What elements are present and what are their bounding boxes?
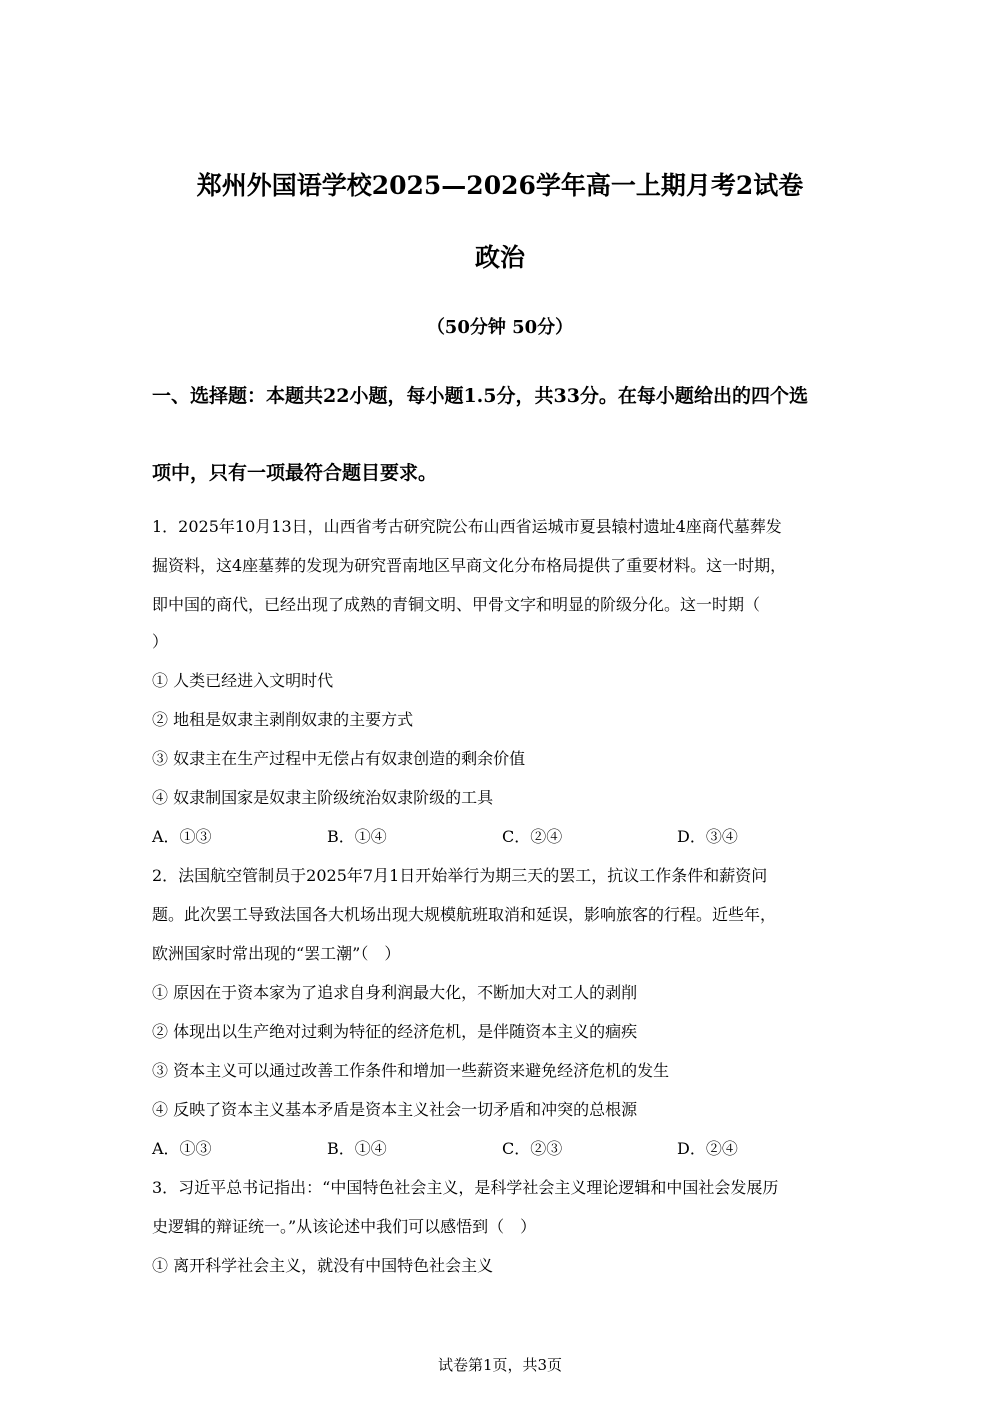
statement: ③ 资本主义可以通过改善工作条件和增加一些薪资来避免经济危机的发生	[152, 1061, 670, 1080]
section-heading-line-1: 一、选择题：本题共22小题，每小题1.5分，共33分。在每小题给出的四个选	[152, 385, 808, 407]
statement: ① 原因在于资本家为了追求自身利润最大化，不断加大对工人的剥削	[152, 983, 638, 1002]
exam-title: 郑州外国语学校2025—2026学年高一上期月考2试卷	[196, 171, 804, 200]
question-1	[152, 514, 852, 863]
statement: ① 离开科学社会主义，就没有中国特色社会主义	[152, 1256, 494, 1275]
option-a: A．①③	[152, 827, 212, 846]
option-b: B．①④	[327, 827, 387, 846]
question-text-line: 史逻辑的辩证统一。”从该论述中我们可以感悟到（ ）	[152, 1217, 537, 1236]
section-heading-line-2: 项中，只有一项最符合题目要求。	[152, 462, 438, 484]
option-c: C．②③	[502, 1139, 563, 1158]
option-d: D．③④	[677, 827, 738, 846]
option-c: C．②④	[502, 827, 563, 846]
question-text-line: 题。此次罢工导致法国各大机场出现大规模航班取消和延误，影响旅客的行程。近些年，	[152, 905, 777, 924]
statement: ③ 奴隶主在生产过程中无偿占有奴隶创造的剩余价值	[152, 749, 526, 768]
question-text-line: 3．习近平总书记指出：“中国特色社会主义，是科学社会主义理论逻辑和中国社会发展历	[152, 1178, 779, 1197]
option-a: A．①③	[152, 1139, 212, 1158]
question-text-line: ）	[152, 632, 169, 651]
option-b: B．①④	[327, 1139, 387, 1158]
exam-subject: 政治	[474, 243, 525, 272]
question-2	[152, 863, 852, 1175]
question-text-line: 欧洲国家时常出现的“罢工潮”（ ）	[152, 944, 401, 963]
question-text-line: 2．法国航空管制员于2025年7月1日开始举行为期三天的罢工，抗议工作条件和薪资问	[152, 866, 768, 885]
statement: ④ 反映了资本主义基本矛盾是资本主义社会一切矛盾和冲突的总根源	[152, 1100, 638, 1119]
exam-time-score: （50分钟 50分）	[426, 317, 574, 338]
page-footer: 试卷第1页，共3页	[437, 1356, 563, 1374]
answer-options	[152, 1136, 852, 1175]
statement: ① 人类已经进入文明时代	[152, 671, 334, 690]
statement: ② 地租是奴隶主剥削奴隶的主要方式	[152, 710, 414, 729]
question-text-line: 掘资料，这4座墓葬的发现为研究晋南地区早商文化分布格局提供了重要材料。这一时期，	[152, 556, 787, 575]
option-d: D．②④	[677, 1139, 738, 1158]
questions-area	[152, 514, 852, 1292]
statement: ② 体现出以生产绝对过剩为特征的经济危机，是伴随资本主义的痼疾	[152, 1022, 638, 1041]
answer-options	[152, 824, 852, 863]
question-text-line: 即中国的商代，已经出现了成熟的青铜文明、甲骨文字和明显的阶级分化。这一时期（	[152, 595, 761, 614]
question-3	[152, 1175, 852, 1292]
question-text-line: 1．2025年10月13日，山西省考古研究院公布山西省运城市夏县辕村遗址4座商代墓葬发	[152, 517, 782, 536]
statement: ④ 奴隶制国家是奴隶主阶级统治奴隶阶级的工具	[152, 788, 494, 807]
